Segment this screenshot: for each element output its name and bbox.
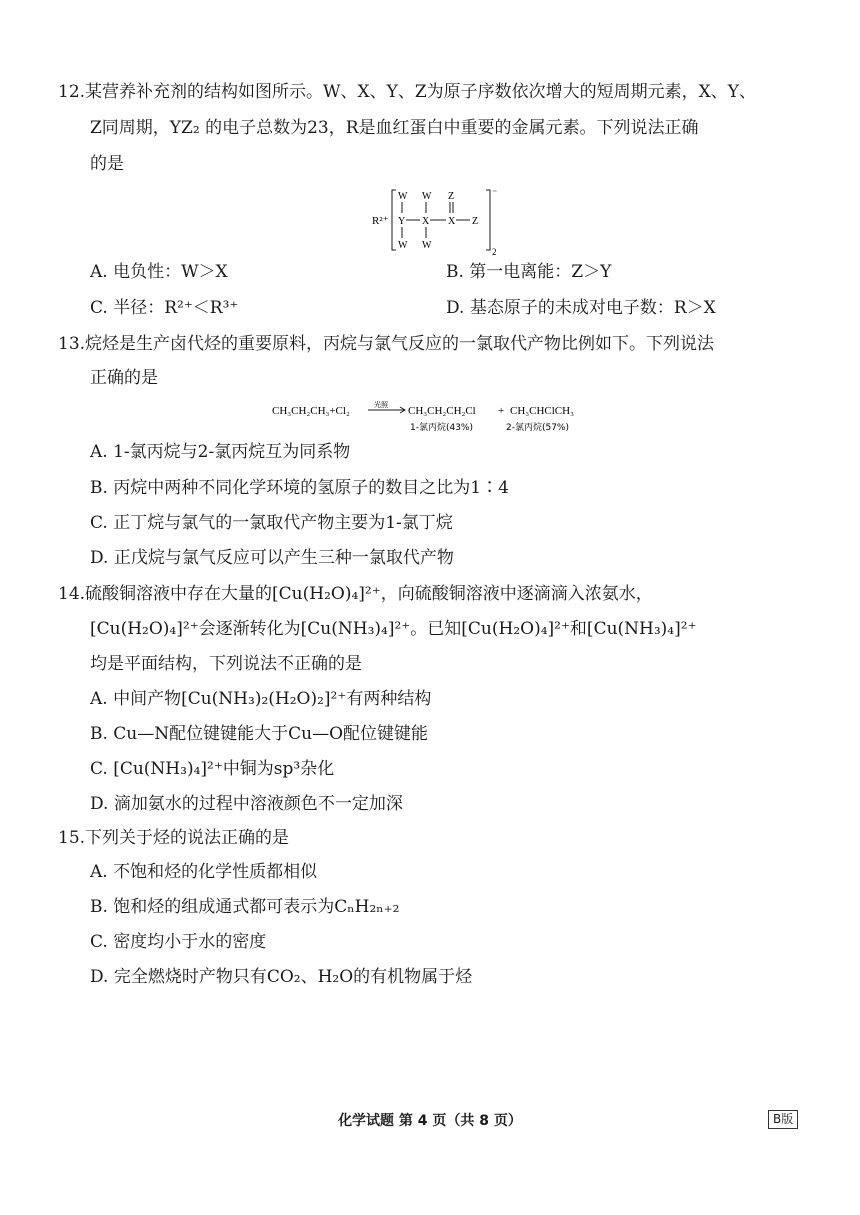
q13-reaction-equation — [272, 398, 602, 436]
q15-option-d: D. 完全燃烧时产物只有CO₂、H₂O的有机物属于烃 — [90, 967, 473, 987]
version-badge: B版 — [768, 1110, 798, 1129]
reaction-product2: CH₃CHClCH₃ — [510, 405, 574, 417]
reaction-label1: 1-氯丙烷(43%) — [410, 423, 474, 433]
reaction-product1: CH₃CH₂CH₂Cl — [408, 405, 476, 417]
q13-option-c: C. 正丁烷与氯气的一氯取代产物主要为1-氯丁烷 — [90, 513, 453, 533]
q14-stem-line3: 均是平面结构，下列说法不正确的是 — [90, 654, 362, 674]
q15-stem-line1: 15.下列关于烃的说法正确的是 — [58, 828, 290, 848]
q14-option-b: B. Cu—N配位键键能大于Cu—O配位键键能 — [90, 724, 429, 744]
atom-z-right: Z — [472, 216, 479, 227]
q12-option-c: C. 半径：R²⁺＜R³⁺ — [90, 298, 239, 318]
q12-stem-line2: Z同周期，YZ₂ 的电子总数为23，R是血红蛋白中重要的金属元素。下列说法正确 — [90, 118, 699, 138]
structure-cation: R²⁺ — [372, 215, 389, 227]
q13-option-d: D. 正戊烷与氯气反应可以产生三种一氯取代产物 — [90, 548, 454, 568]
q12-stem-line3: 的是 — [90, 154, 124, 174]
q15-option-b: B. 饱和烃的组成通式都可表示为CₙH₂ₙ₊₂ — [90, 897, 400, 917]
reaction-label2: 2-氯丙烷(57%) — [506, 423, 570, 433]
page-footer: 化学试题 第 4 页（共 8 页） — [338, 1113, 522, 1129]
atom-w-bottom1: W — [398, 240, 408, 251]
q12-option-d: D. 基态原子的未成对电子数：R＞X — [446, 298, 716, 318]
q12-option-b: B. 第一电离能：Z＞Y — [446, 262, 612, 282]
q14-stem-line2: [Cu(H₂O)₄]²⁺会逐渐转化为[Cu(NH₃)₄]²⁺。已知[Cu(H₂O)₄]²⁺和[Cu(NH₃)₄]²⁺ — [90, 619, 697, 639]
q12-stem-line1: 12.某营养补充剂的结构如图所示。W、X、Y、Z为原子序数依次增大的短周期元素，X、Y、 — [58, 82, 756, 102]
q12-option-a: A. 电负性：W＞X — [90, 262, 228, 282]
structure-minus: ⁻ — [492, 188, 498, 199]
reaction-condition: 光照 — [374, 401, 388, 409]
structure-left-bracket — [392, 190, 396, 250]
q14-option-a: A. 中间产物[Cu(NH₃)₂(H₂O)₂]²⁺有两种结构 — [90, 689, 432, 709]
structure-right-bracket — [486, 190, 490, 250]
reaction-reactants: CH₃CH₂CH₃+Cl₂ — [272, 405, 350, 417]
structure-count: 2 — [492, 247, 497, 257]
q15-option-a: A. 不饱和烃的化学性质都相似 — [90, 862, 318, 882]
atom-x1: X — [422, 216, 430, 227]
q14-stem-line1: 14.硫酸铜溶液中存在大量的[Cu(H₂O)₄]²⁺，向硫酸铜溶液中逐滴滴入浓氨水， — [58, 584, 653, 604]
q13-stem-line1: 13.烷烃是生产卤代烃的重要原料，丙烷与氯气反应的一氯取代产物比例如下。下列说法 — [58, 334, 715, 354]
atom-x2: X — [448, 216, 456, 227]
atom-y: Y — [398, 216, 406, 227]
q12-structure-diagram — [368, 186, 508, 258]
atom-w-bottom2: W — [422, 240, 432, 251]
q14-option-d: D. 滴加氨水的过程中溶液颜色不一定加深 — [90, 794, 403, 814]
q13-option-b: B. 丙烷中两种不同化学环境的氢原子的数目之比为1∶4 — [90, 478, 509, 498]
q15-option-c: C. 密度均小于水的密度 — [90, 932, 267, 952]
q14-option-c: C. [Cu(NH₃)₄]²⁺中铜为sp³杂化 — [90, 759, 335, 779]
q13-option-a: A. 1-氯丙烷与2-氯丙烷互为同系物 — [90, 442, 351, 462]
atom-w-top1: W — [398, 191, 408, 202]
reaction-plus: + — [498, 405, 505, 417]
atom-w-top2: W — [422, 191, 432, 202]
atom-z-top: Z — [448, 191, 455, 202]
q13-stem-line2: 正确的是 — [90, 368, 158, 388]
